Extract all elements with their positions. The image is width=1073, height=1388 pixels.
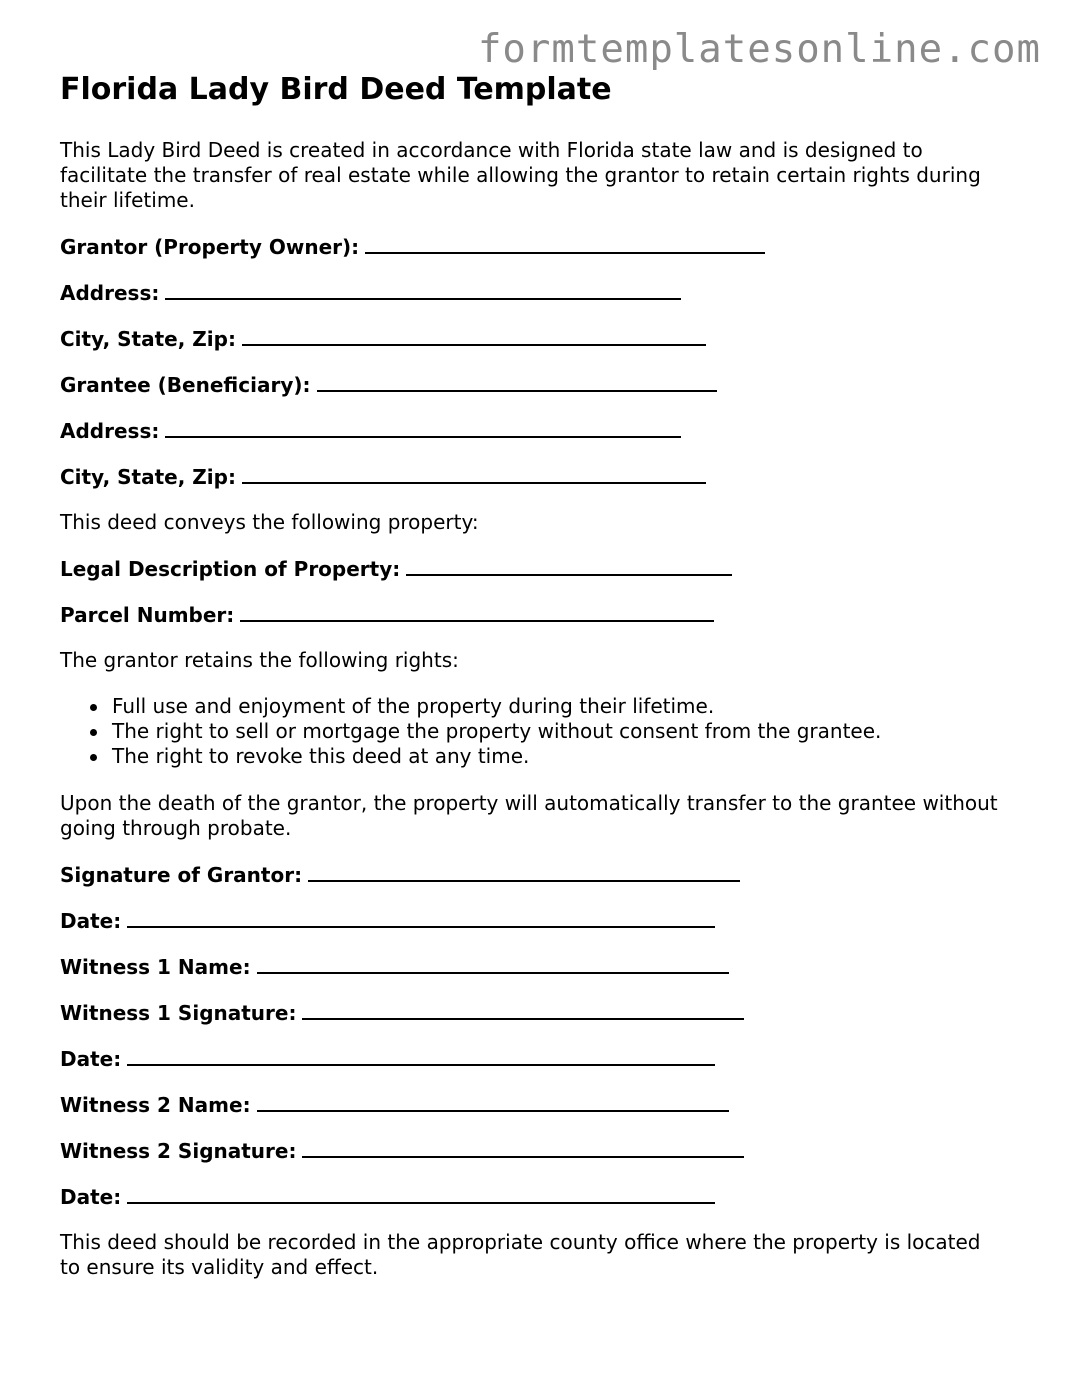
date-label-2: Date:	[60, 1047, 122, 1071]
list-item: The right to revoke this deed at any time.	[112, 744, 881, 769]
grantor-name-label: Grantor (Property Owner):	[60, 235, 360, 259]
grantor-address-field	[60, 280, 681, 306]
grantor-address-label: Address:	[60, 281, 160, 305]
grantee-address-label: Address:	[60, 419, 160, 443]
list-item: The right to sell or mortgage the property without consent from the grantee.	[112, 719, 882, 743]
grantor-name-blank[interactable]	[365, 234, 765, 254]
grantee-name-field	[60, 372, 717, 398]
date-label-3: Date:	[60, 1185, 122, 1209]
grantor-city-blank[interactable]	[242, 326, 706, 346]
date-blank-2[interactable]	[127, 1046, 715, 1066]
parcel-number-blank[interactable]	[240, 602, 714, 622]
witness2-name-blank[interactable]	[257, 1092, 729, 1112]
date-blank-1[interactable]	[127, 908, 715, 928]
witness2-name-field	[60, 1092, 729, 1118]
grantee-address-field	[60, 418, 681, 444]
date-field-3	[60, 1184, 715, 1210]
date-label-1: Date:	[60, 909, 122, 933]
grantee-city-label: City, State, Zip:	[60, 465, 236, 489]
date-blank-3[interactable]	[127, 1184, 715, 1204]
legal-description-blank[interactable]	[406, 556, 732, 576]
legal-description-label: Legal Description of Property:	[60, 557, 401, 581]
closing-paragraph: This deed should be recorded in the appropriate county office where the property is located to ensure its validity and effect.	[60, 1230, 981, 1279]
parcel-number-label: Parcel Number:	[60, 603, 235, 627]
parcel-number-field	[60, 602, 714, 628]
witness1-signature-field	[60, 1000, 744, 1026]
grantor-signature-blank[interactable]	[308, 862, 740, 882]
rights-intro: The grantor retains the following rights:	[60, 648, 459, 672]
grantee-name-label: Grantee (Beneficiary):	[60, 373, 311, 397]
witness1-name-field	[60, 954, 729, 980]
grantor-signature-field	[60, 862, 740, 888]
grantor-city-label: City, State, Zip:	[60, 327, 236, 351]
grantor-city-field	[60, 326, 706, 352]
property-intro: This deed conveys the following property:	[60, 510, 479, 534]
witness1-name-blank[interactable]	[257, 954, 729, 974]
witness2-name-label: Witness 2 Name:	[60, 1093, 251, 1117]
witness2-signature-field	[60, 1138, 744, 1164]
rights-list	[60, 694, 881, 769]
grantee-name-blank[interactable]	[317, 372, 717, 392]
grantee-address-blank[interactable]	[165, 418, 681, 438]
grantee-city-blank[interactable]	[242, 464, 706, 484]
date-field-2	[60, 1046, 715, 1072]
grantor-address-blank[interactable]	[165, 280, 681, 300]
document-title: Florida Lady Bird Deed Template	[60, 72, 612, 107]
witness1-signature-label: Witness 1 Signature:	[60, 1001, 297, 1025]
witness1-name-label: Witness 1 Name:	[60, 955, 251, 979]
legal-description-field	[60, 556, 732, 582]
date-field-1	[60, 908, 715, 934]
grantor-signature-label: Signature of Grantor:	[60, 863, 303, 887]
watermark: formtemplatesonline.com	[477, 27, 1041, 72]
transfer-paragraph: Upon the death of the grantor, the property will automatically transfer to the grantee without going through probate.	[60, 791, 998, 840]
list-item: Full use and enjoyment of the property during their lifetime.	[112, 694, 881, 719]
witness2-signature-blank[interactable]	[302, 1138, 744, 1158]
witness2-signature-label: Witness 2 Signature:	[60, 1139, 297, 1163]
witness1-signature-blank[interactable]	[302, 1000, 744, 1020]
grantee-city-field	[60, 464, 706, 490]
intro-paragraph: This Lady Bird Deed is created in accordance with Florida state law and is designed to facilitate the transfer of real estate while allowing the grantor to retain certain rights during their lifetime.	[60, 138, 981, 212]
grantor-name-field	[60, 234, 765, 260]
